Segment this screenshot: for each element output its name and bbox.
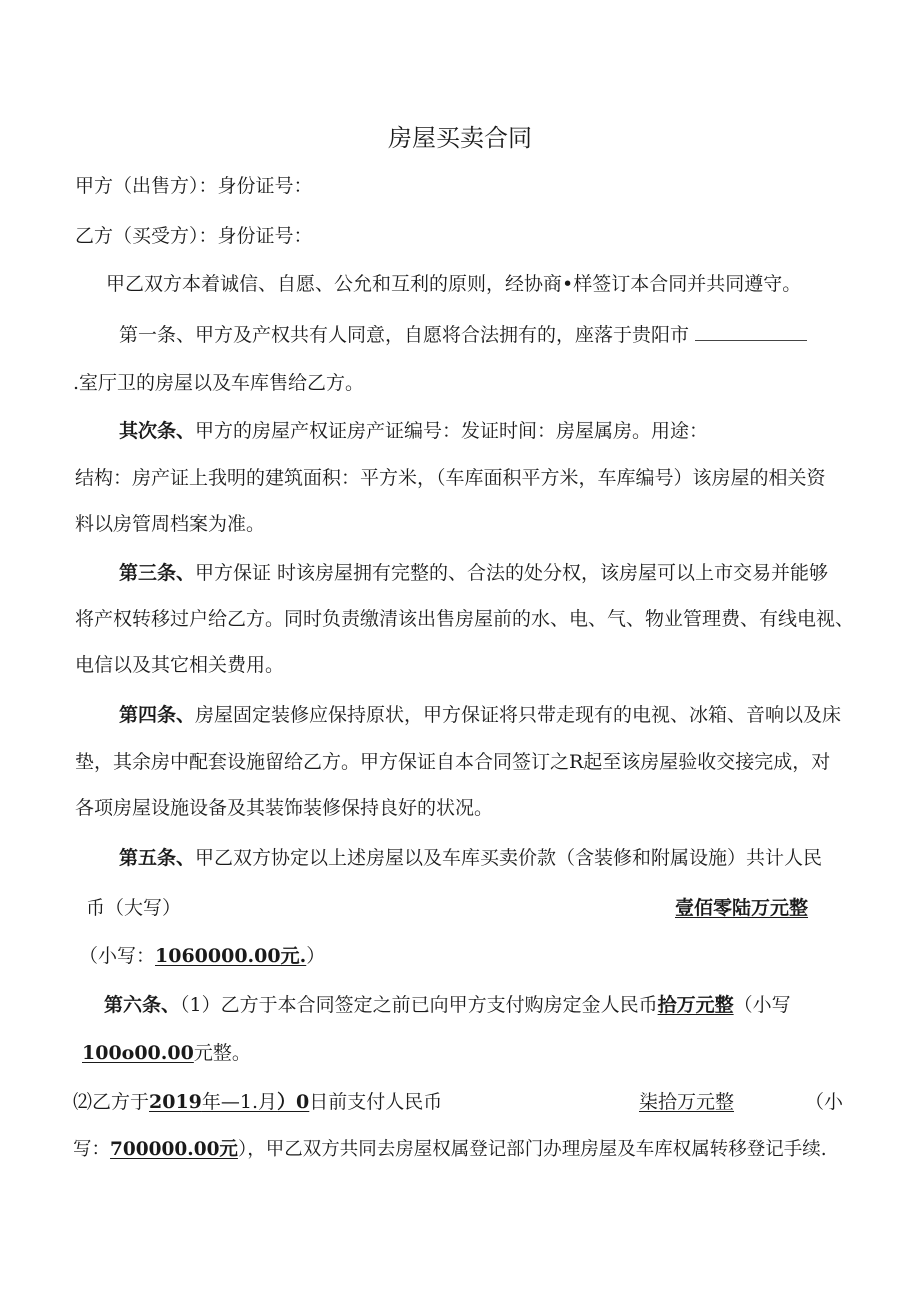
article-1-line-2: .室厅卫的房屋以及车库售给乙方。 <box>73 372 365 394</box>
payment-small-label: （小 <box>805 1091 844 1113</box>
document-title: 房屋买卖合同 <box>388 124 532 152</box>
payment-line-1 <box>73 1089 442 1115</box>
article-4-line-1 <box>119 702 841 728</box>
deposit-numeric-suffix: 元整。 <box>193 1042 251 1064</box>
payment-text-b: 日前支付人民币 <box>309 1091 443 1113</box>
article-4-text: 房屋固定装修应保持原状，甲方保证将只带走现有的电视、冰箱、音响以及床 <box>195 704 842 726</box>
price-uppercase-value: 壹佰零陆万元整 <box>675 897 809 919</box>
article-5-text: 甲乙双方协定以上述房屋以及车库买卖价款（含装修和附属设施）共计人民 <box>195 847 823 869</box>
payment-uppercase-value: 柒拾万元整 <box>639 1091 735 1113</box>
payment-day: ）0 <box>277 1091 310 1113</box>
payment-numeric-label: 写： <box>73 1139 111 1160</box>
article-2-heading: 其次条、 <box>119 420 196 442</box>
party-a-line: 甲方（出售方）：身份证号： <box>75 175 313 197</box>
address-blank <box>695 322 807 341</box>
article-3-line-1 <box>119 560 828 586</box>
article-1-line-1 <box>119 322 807 348</box>
article-2-line-3: 料以房管周档案为准。 <box>75 513 266 535</box>
article-4-heading: 第四条、 <box>119 704 196 726</box>
payment-text-a: ⑵乙方于 <box>73 1091 150 1113</box>
article-5-line-1 <box>119 845 822 871</box>
article-2-line-1 <box>119 418 708 444</box>
article-6-line-2 <box>82 1040 251 1066</box>
article-5-heading: 第五条、 <box>119 847 196 869</box>
article-2-text: 甲方的房屋产权证房产证编号：发证时间：房屋属房。用途： <box>195 420 709 442</box>
price-numeric-close: ） <box>306 945 326 967</box>
article-6-text-tail: （小写 <box>733 994 791 1016</box>
payment-month: 年—1.月 <box>201 1091 278 1113</box>
party-b-line: 乙方（买受方）：身份证号： <box>75 225 313 247</box>
article-6-line-1 <box>104 992 791 1018</box>
article-2-line-2: 结构：房产证上我明的建筑面积：平方米，（车库面积平方米，车库编号）该房屋的相关资 <box>75 467 826 489</box>
price-numeric-label: （小写： <box>79 945 156 967</box>
preamble: 甲乙双方本着诚信、自愿、公允和互利的原则，经协商•样签订本合同并共同遵守。 <box>106 273 802 295</box>
price-numeric-value: 1060000.00元. <box>155 945 307 967</box>
article-4-line-2: 垫，其余房中配套设施留给乙方。甲方保证自本合同签订之R起至该房屋验收交接完成，对 <box>75 751 831 773</box>
article-1-text: 第一条、甲方及产权共有人同意，自愿将合法拥有的，座落于贵阳市 <box>119 324 690 346</box>
article-4-line-3: 各项房屋设施设备及其装饰装修保持良好的状况。 <box>75 797 494 819</box>
payment-numeric-value: 700000.00元 <box>110 1139 238 1160</box>
price-numeric-line <box>79 943 325 969</box>
payment-transfer-text: ），甲乙双方共同去房屋权属登记部门办理房屋及车库权属转移登记手续. <box>237 1139 827 1160</box>
deposit-numeric-value: 100o00.00 <box>82 1042 194 1064</box>
article-3-heading: 第三条、 <box>119 562 196 584</box>
payment-line-2 <box>73 1137 827 1163</box>
article-6-text: （1）乙方于本合同签定之前已向甲方支付购房定金人民币 <box>180 994 658 1016</box>
payment-year: 2019 <box>149 1091 202 1113</box>
article-3-line-3: 电信以及其它相关费用。 <box>75 654 285 676</box>
article-3-text: 甲方保证 时该房屋拥有完整的、合法的处分权，该房屋可以上市交易并能够 <box>195 562 829 584</box>
price-uppercase-label: 币（大写） <box>86 897 182 919</box>
article-3-line-2: 将产权转移过户给乙方。同时负责缴清该出售房屋前的水、电、气、物业管理费、有线电视、 <box>75 608 855 630</box>
deposit-uppercase-value: 拾万元整 <box>657 994 734 1016</box>
article-6-heading: 第六条、 <box>104 994 181 1016</box>
